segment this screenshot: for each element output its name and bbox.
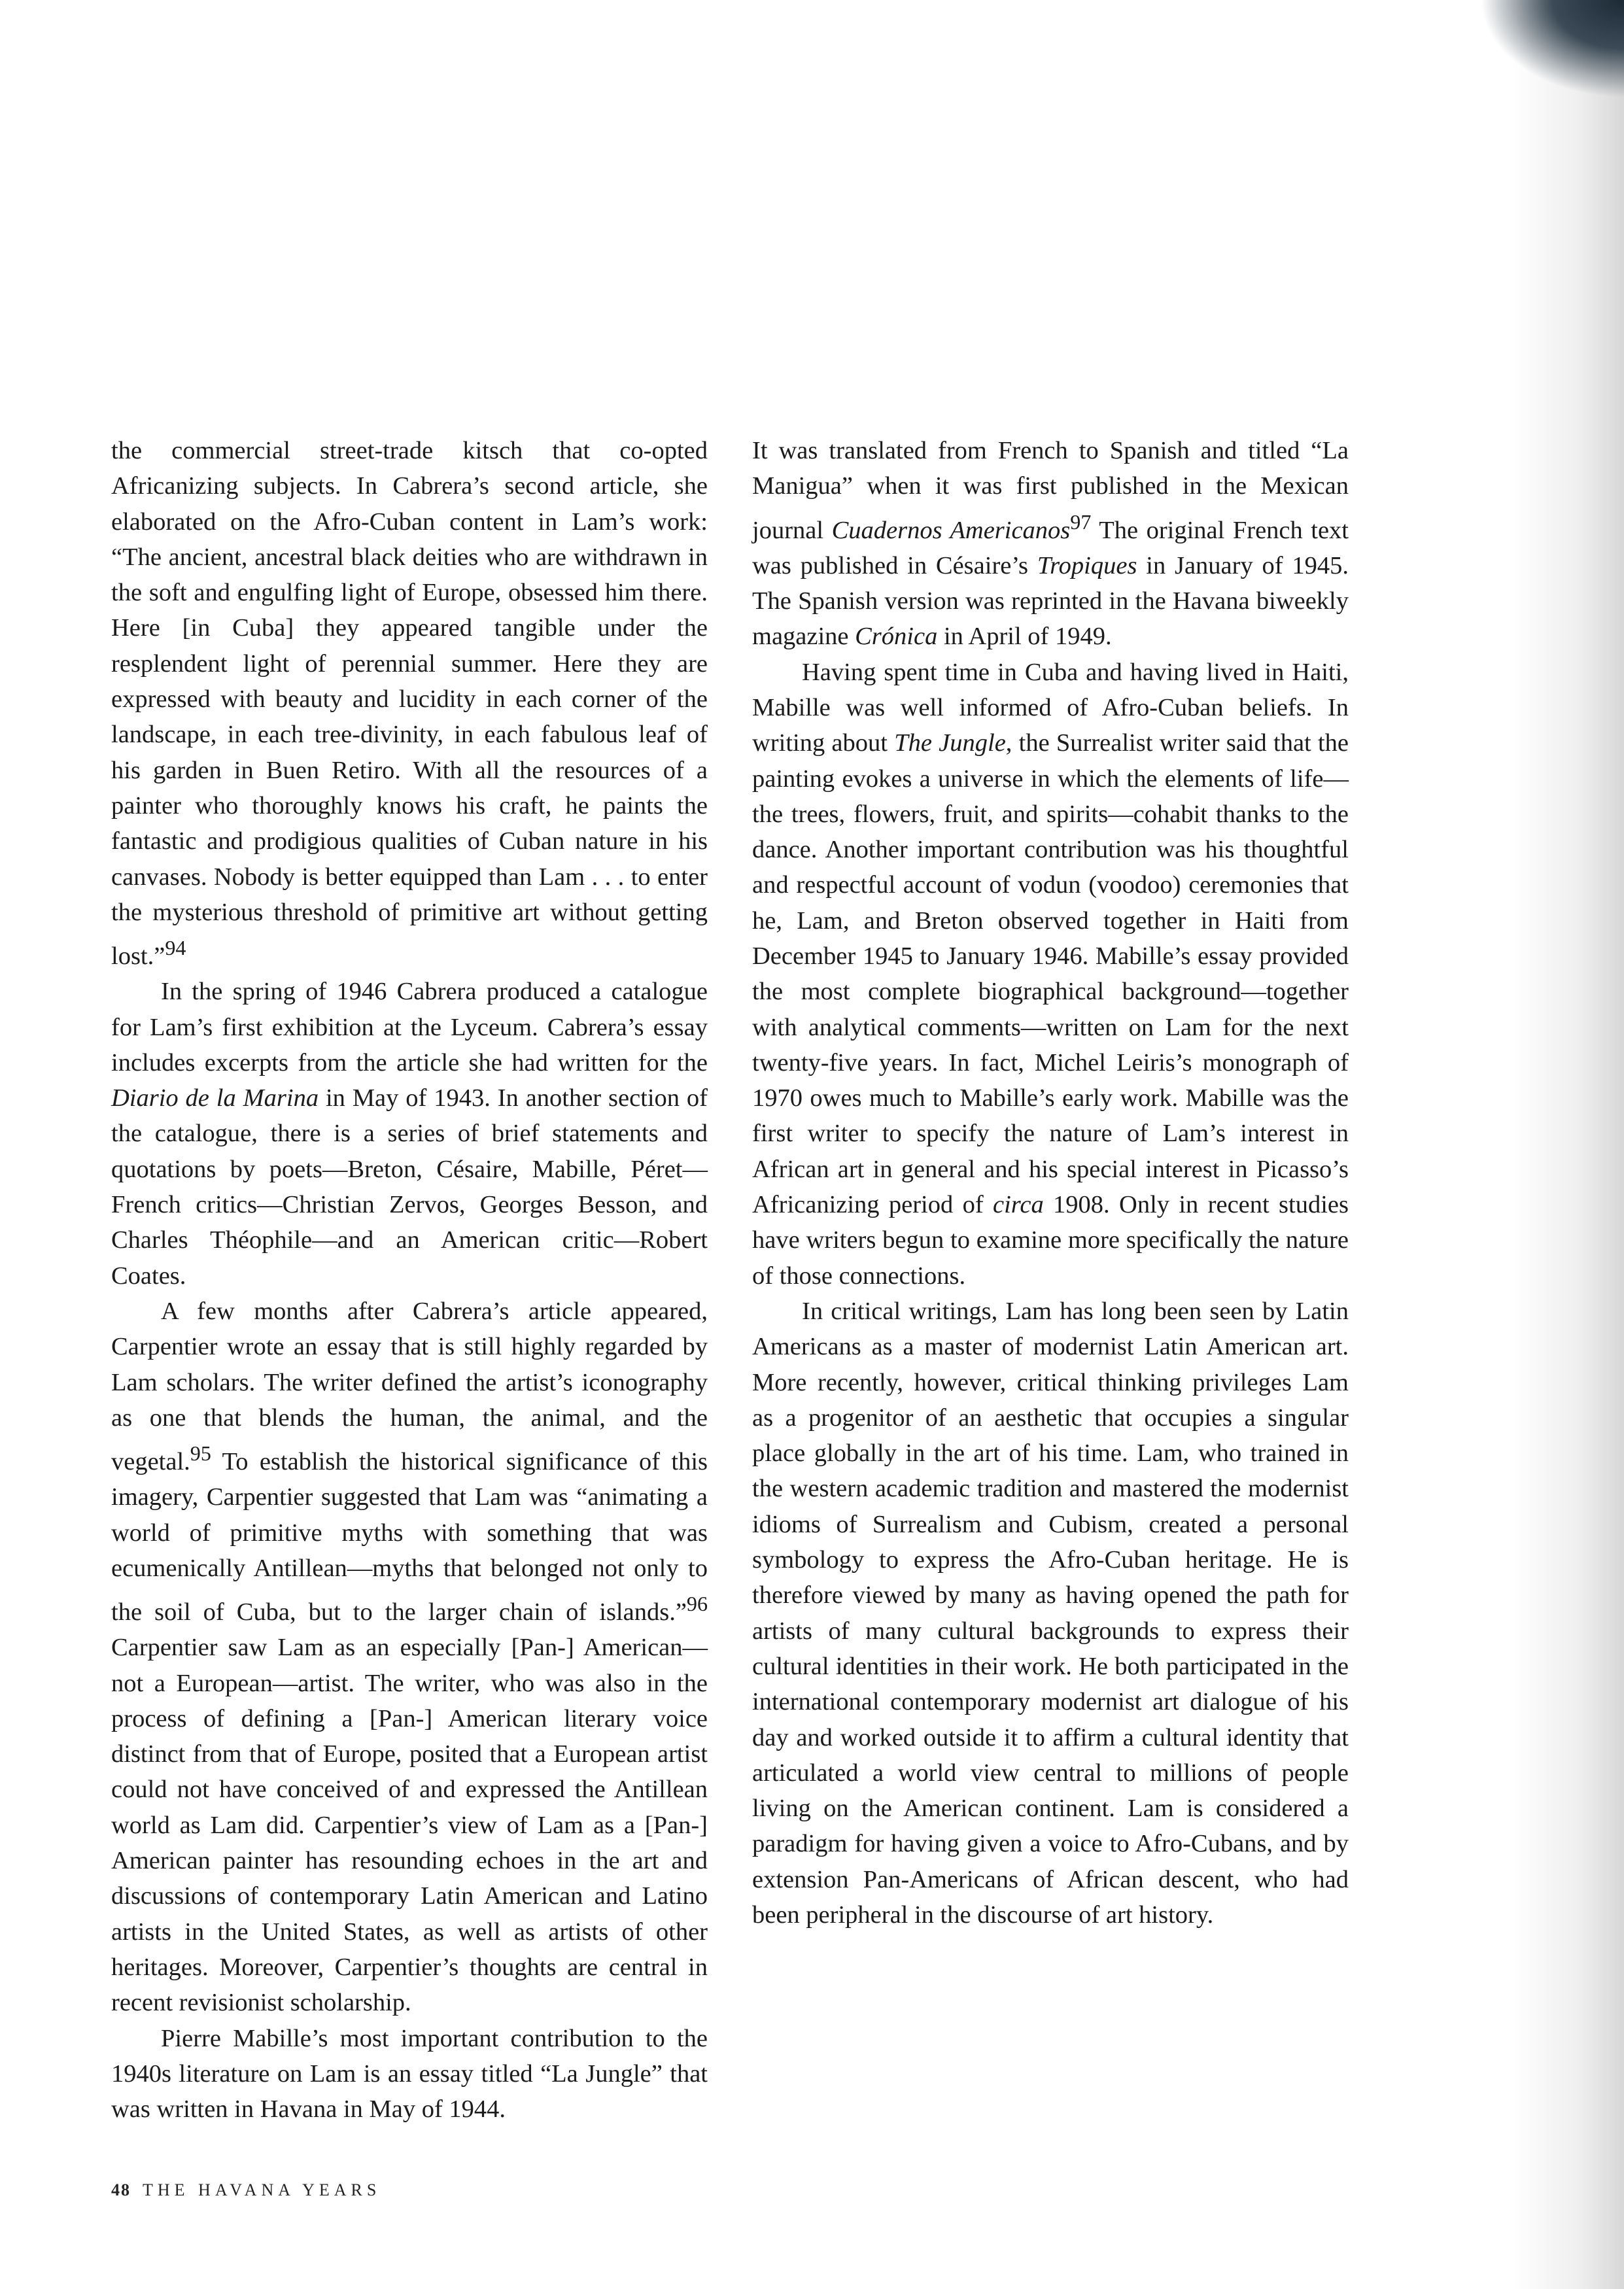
text-column-right [752, 433, 1349, 1933]
text-column-left [111, 433, 708, 2127]
page-footer [111, 2180, 381, 2200]
paragraph: the commercial street-trade kitsch that co-opted Africanizing subjects. In Cabrera’s second article, she elaborated on the Afro-Cuban content in Lam’s work: “The ancient, ancestral black deities who are withdrawn in the soft and engulfing light of Europe, obsessed him there. Here [in Cuba] they appeared tangible under the resplendent light of perennial summer. Here they are expressed with beauty and lucidity in each corner of the landscape, in each tree-divinity, in each fabulous leaf of his garden in Buen Retiro. With all the resources of a painter who thoroughly knows his craft, he paints the fantastic and prodigious qualities of Cuban nature in his canvases. Nobody is better equipped than Lam . . . to enter the mysterious threshold of primitive art without getting lost.”$^{94}$ [111, 437, 708, 970]
footnote-ref: 95 [190, 1441, 211, 1466]
italic-title: Crónica [855, 623, 938, 651]
italic-title: The Jungle [894, 729, 1006, 757]
paragraph: In the spring of 1946 Cabrera produced a catalogue for Lam’s first exhibition at the Lyceum. Cabrera’s essay includes excerpts from the article she had written for the Diario de la Marina in May of 1943. In another section of the catalogue, there is a series of brief statements and quotations by poets—Breton, Césaire, Mabille, Péret—French critics—Christian Zervos, Georges Besson, and Charles Théophile—and an American critic—Robert Coates. [111, 978, 708, 1290]
italic-term: circa [993, 1191, 1044, 1219]
paragraph: In critical writings, Lam has long been seen by Latin Americans as a master of modernist Latin American art. More recently, however, critical thinking privileges Lam as a progenitor of an aesthetic that occupies a singular place globally in the art of his time. Lam, who trained in the western academic tradition and mastered the modernist idioms of Surrealism and Cubism, created a personal symbology to express the Afro-Cuban heritage. He is therefore viewed by many as having opened the path for artists of many cultural backgrounds to express their cultural identities in their work. He both participated in the international contemporary modernist art dialogue of his day and worked outside it to affirm a cultural identity that articulated a world view central to millions of people living on the American continent. Lam is considered a paradigm for having given a voice to Afro-Cubans, and by extension Pan-Americans of African descent, who had been peripheral in the discourse of art history. [752, 1297, 1349, 1929]
page-number: 48 [111, 2180, 131, 2199]
running-head: THE HAVANA YEARS [143, 2180, 381, 2199]
italic-title: Diario de la Marina [111, 1084, 319, 1112]
footnote-ref: 94 [165, 936, 186, 960]
book-corner [1480, 0, 1624, 98]
page-edge-shadow [1513, 0, 1624, 2289]
paragraph: Having spent time in Cuba and having lived in Haiti, Mabille was well informed of Afro-Cuban beliefs. In writing about The Jungle, the Surrealist writer said that the painting evokes a universe in which the elements of life—the trees, flowers, fruit, and spirits—cohabit thanks to the dance. Another important contribution was his thoughtful and respectful account of vodun (voodoo) ceremonies that he, Lam, and Breton observed together in Haiti from December 1945 to January 1946. Mabille’s essay provided the most complete biographical background—together with analytical comments—written on Lam for the next twenty-five years. In fact, Michel Leiris’s monograph of 1970 owes much to Mabille’s early work. Mabille was the first writer to specify the nature of Lam’s interest in African art in general and his special interest in Picasso’s Africanizing period of circa 1908. Only in recent studies have writers begun to examine more specifically the nature of those connections. [752, 658, 1349, 1290]
italic-title: Cuadernos Americanos [831, 516, 1071, 544]
paragraph: Pierre Mabille’s most important contribution to the 1940s literature on Lam is an essay titled “La Jungle” that was written in Havana in May of 1944. [111, 2024, 708, 2124]
paragraph: It was translated from French to Spanish and titled “La Manigua” when it was first published in the Mexican journal Cuadernos Americanos$^{97}$ The original French text was published in Césaire’s Tropiques in January of 1945. The Spanish version was reprinted in the Havana biweekly magazine Crónica in April of 1949. [752, 437, 1349, 651]
italic-title: Tropiques [1037, 551, 1137, 579]
footnote-ref: 96 [686, 1592, 708, 1616]
footnote-ref: 97 [1070, 509, 1092, 534]
paragraph: A few months after Cabrera’s article appeared, Carpentier wrote an essay that is still highly regarded by Lam scholars. The writer defined the artist’s iconography as one that blends the human, the animal, and the vegetal.$^{95}$ To establish the historical significance of this imagery, Carpentier suggested that Lam was “animating a world of primitive myths with something that was ecumenically Antillean—myths that belonged not only to the soil of Cuba, but to the larger chain of islands.”$^{96}$ Carpentier saw Lam as an especially [Pan-] American—not a European—artist. The writer, who was also in the process of defining a [Pan-] American literary voice distinct from that of Europe, posited that a European artist could not have conceived of and expressed the Antillean world as Lam did. Carpentier’s view of Lam as a [Pan-] American painter has resounding echoes in the art and discussions of contemporary Latin American and Latino artists in the United States, as well as artists of other heritages. Moreover, Carpentier’s thoughts are central in recent revisionist scholarship. [111, 1297, 708, 2017]
